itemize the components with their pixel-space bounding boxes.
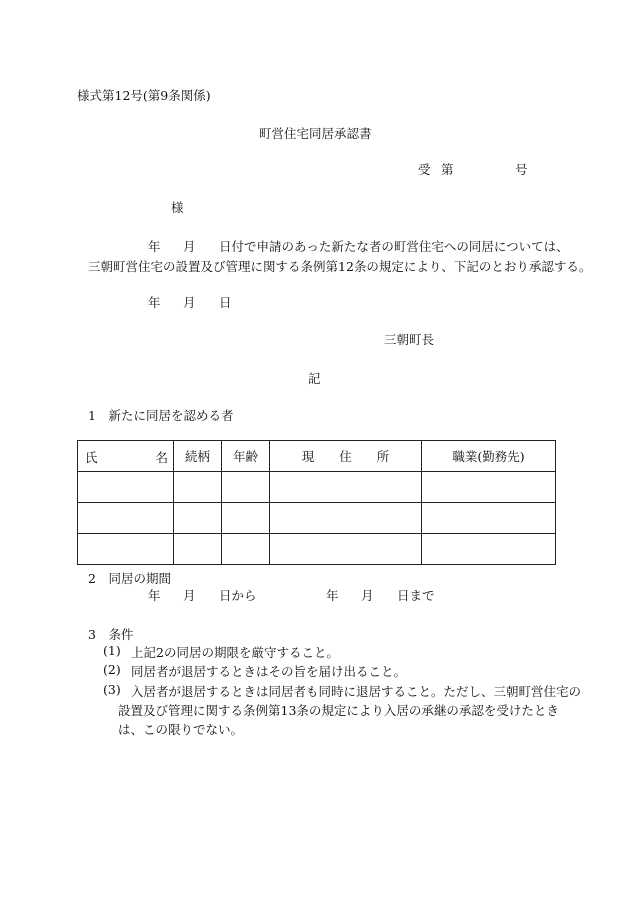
period-from-month: 月 xyxy=(183,588,196,603)
occupation-cell xyxy=(422,534,556,565)
col-address-header: 現 住 所 xyxy=(270,441,422,472)
persons-table xyxy=(77,440,556,565)
condition-3-num: (3) xyxy=(103,682,121,697)
occupation-cell xyxy=(422,472,556,503)
section1-heading: 1 新たに同居を認める者 xyxy=(88,408,234,423)
name-cell xyxy=(78,534,174,565)
issue-month: 月 xyxy=(183,295,196,310)
addressee-suffix: 様 xyxy=(171,200,184,215)
table-row xyxy=(78,503,556,534)
condition-2-text: 同居者が退居するときはその旨を届け出ること。 xyxy=(131,664,407,679)
col-relation-header: 続柄 xyxy=(174,441,222,472)
table-row xyxy=(78,534,556,565)
name-cell xyxy=(78,503,174,534)
table-header-row xyxy=(78,441,556,472)
relation-cell xyxy=(174,503,222,534)
document-title: 町営住宅同居承認書 xyxy=(259,126,372,141)
application-month: 月 xyxy=(183,239,196,254)
issuer: 三朝町長 xyxy=(384,332,435,347)
address-cell xyxy=(270,503,422,534)
relation-cell xyxy=(174,534,222,565)
section3-heading: 3 条件 xyxy=(88,627,134,642)
condition-1-num: (1) xyxy=(103,643,121,658)
ki-marker: 記 xyxy=(308,371,321,386)
period-to-year: 年 xyxy=(326,588,339,603)
condition-3-cont1: 設置及び管理に関する条例第13条の規定により入居の承継の承認を受けたとき xyxy=(118,703,559,718)
period-to-month: 月 xyxy=(361,588,374,603)
receipt-received: 受 xyxy=(418,162,431,177)
address-cell xyxy=(270,534,422,565)
receipt-dai: 第 xyxy=(441,162,454,177)
age-cell xyxy=(222,534,270,565)
application-year: 年 xyxy=(148,239,161,254)
period-to-suffix: 日まで xyxy=(397,588,435,603)
col-occupation-header: 職業(勤務先) xyxy=(422,441,556,472)
address-cell xyxy=(270,472,422,503)
body-line1-tail: 日付で申請のあった新たな者の町営住宅への同居については、 xyxy=(219,239,569,254)
col-name-right: 名 xyxy=(155,450,168,465)
form-number: 様式第12号(第9条関係) xyxy=(77,88,211,103)
condition-2-num: (2) xyxy=(103,662,121,677)
condition-3-text: 入居者が退居するときは同居者も同時に退居すること。ただし、三朝町営住宅の xyxy=(131,684,582,699)
period-from-suffix: 日から xyxy=(219,588,257,603)
col-name-left: 氏 xyxy=(85,450,98,465)
table-row xyxy=(78,472,556,503)
receipt-go: 号 xyxy=(515,162,528,177)
age-cell xyxy=(222,472,270,503)
occupation-cell xyxy=(422,503,556,534)
relation-cell xyxy=(174,472,222,503)
name-cell xyxy=(78,472,174,503)
issue-day: 日 xyxy=(219,295,232,310)
age-cell xyxy=(222,503,270,534)
body-line2: 三朝町営住宅の設置及び管理に関する条例第12条の規定により、下記のとおり承認する。 xyxy=(88,259,592,274)
period-from-year: 年 xyxy=(148,588,161,603)
issue-year: 年 xyxy=(148,295,161,310)
section2-heading: 2 同居の期間 xyxy=(88,571,171,586)
col-name-header xyxy=(78,441,174,472)
condition-1-text: 上記2の同居の期限を厳守すること。 xyxy=(131,645,339,660)
condition-3-cont2: は、この限りでない。 xyxy=(118,722,244,737)
col-age-header: 年齢 xyxy=(222,441,270,472)
